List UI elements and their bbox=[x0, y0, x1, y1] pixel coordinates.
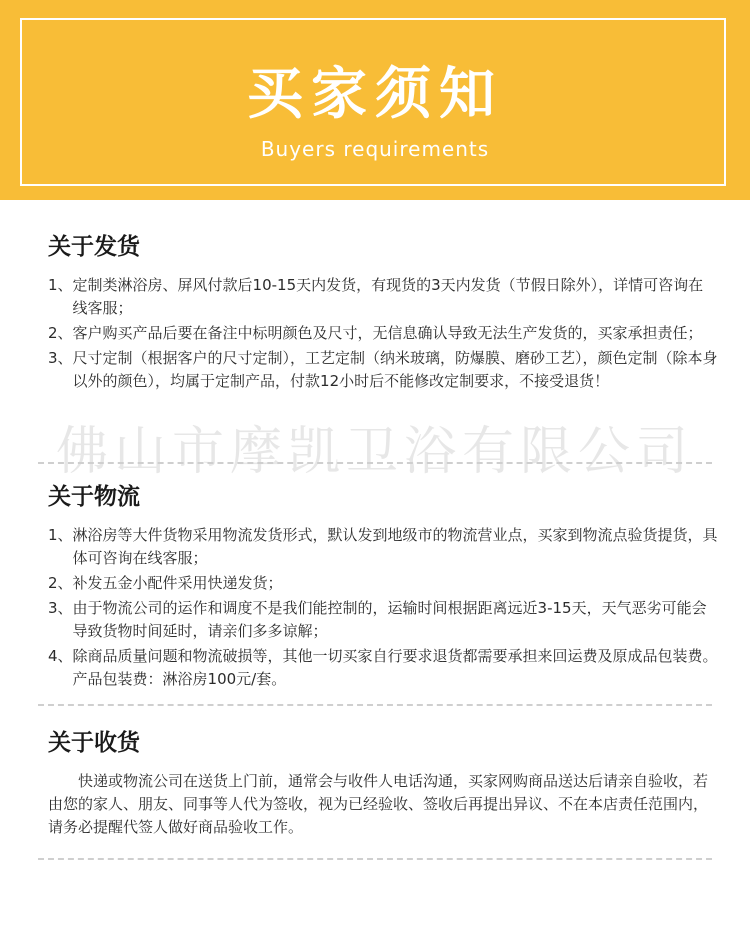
section-divider bbox=[38, 858, 712, 860]
item-text: 尺寸定制（根据客户的尺寸定制），工艺定制（纳米玻璃，防爆膜、磨砂工艺），颜色定制（除本身以外的颜色），均属于定制产品，付款12小时后不能修改定制要求，不接受退货！ bbox=[72, 349, 718, 390]
header-banner bbox=[0, 0, 750, 200]
item-text: 除商品质量问题和物流破损等，其他一切买家自行要求退货都需要承担来回运费及原成品包装费。产品包装费：淋浴房100元/套。 bbox=[72, 647, 718, 688]
section-logistics bbox=[48, 482, 718, 693]
item-text: 补发五金小配件采用快递发货； bbox=[72, 574, 283, 592]
list-item bbox=[48, 347, 718, 393]
item-number: 4、 bbox=[48, 647, 73, 665]
item-text: 由于物流公司的运作和调度不是我们能控制的，运输时间根据距离远近3-15天，天气恶劣可能会导致货物时间延时，请亲们多多谅解； bbox=[72, 599, 707, 640]
item-number: 2、 bbox=[48, 324, 73, 342]
section-heading: 关于收货 bbox=[48, 730, 140, 756]
section-paragraph: 快递或物流公司在送货上门前，通常会与收件人电话沟通，买家网购商品送达后请亲自验收，若由您的家人、朋友、同事等人代为签收，视为已经验收、签收后再提出异议、不在本店责任范围内，请务必提醒代签人做好商品验收工作。 bbox=[48, 772, 709, 836]
list-item bbox=[48, 572, 718, 595]
list-item bbox=[48, 645, 718, 691]
section-heading: 关于物流 bbox=[48, 484, 140, 510]
item-number: 3、 bbox=[48, 599, 73, 617]
list-item bbox=[48, 274, 718, 320]
section-divider bbox=[38, 704, 712, 706]
list-item bbox=[48, 322, 718, 345]
watermark-text: 佛山市摩凯卫浴有限公司 bbox=[55, 422, 694, 482]
page-subtitle: Buyers requirements bbox=[260, 137, 490, 161]
section-divider bbox=[38, 462, 712, 464]
section-heading: 关于发货 bbox=[48, 234, 140, 260]
item-text: 客户购买产品后要在备注中标明颜色及尺寸，无信息确认导致无法生产发货的，买家承担责任； bbox=[72, 324, 703, 342]
section-receiving bbox=[48, 728, 718, 839]
item-number: 2、 bbox=[48, 574, 73, 592]
list-item bbox=[48, 597, 718, 643]
item-number: 1、 bbox=[48, 276, 73, 294]
item-number: 1、 bbox=[48, 526, 73, 544]
item-number: 3、 bbox=[48, 349, 73, 367]
page-title: 买家须知 bbox=[247, 62, 503, 127]
section-shipping bbox=[48, 232, 718, 395]
item-text: 定制类淋浴房、屏风付款后10-15天内发货，有现货的3天内发货（节假日除外），详情可咨询在线客服； bbox=[72, 276, 704, 317]
item-text: 淋浴房等大件货物采用物流发货形式，默认发到地级市的物流营业点，买家到物流点验货提货，具体可咨询在线客服； bbox=[72, 526, 718, 567]
list-item bbox=[48, 524, 718, 570]
